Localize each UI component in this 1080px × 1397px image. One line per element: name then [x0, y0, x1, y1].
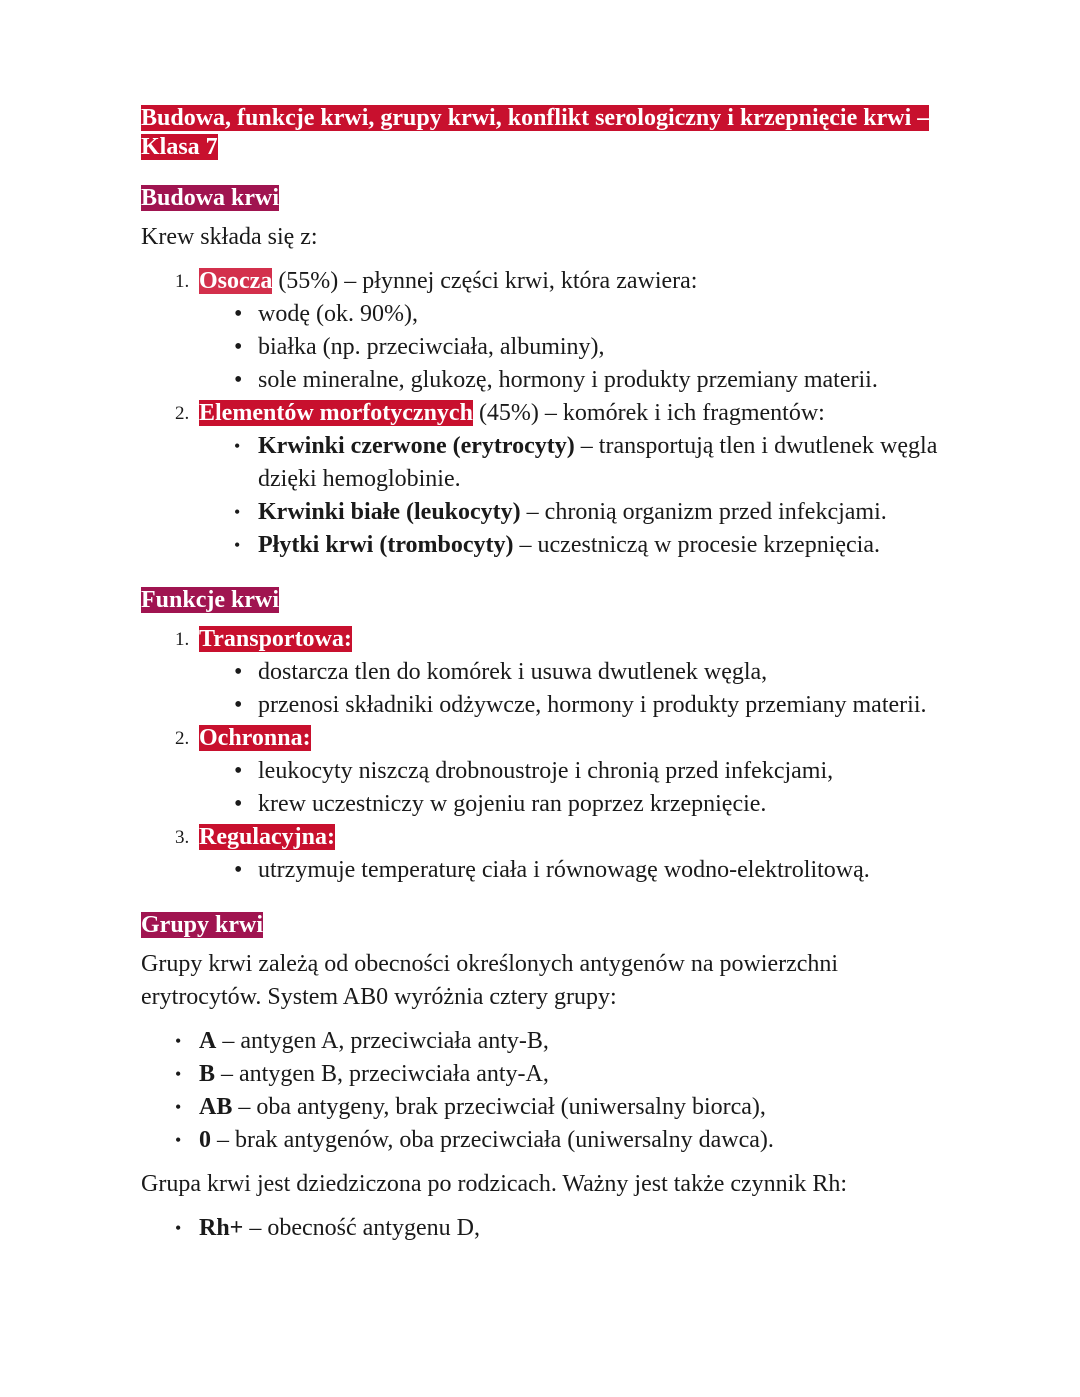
- rh-intro: Grupa krwi jest dziedziczona po rodzicach. Ważny jest także czynnik Rh:: [141, 1171, 848, 1197]
- list-item: • B – antygen B, przeciwciała anty-A,: [175, 1061, 549, 1087]
- list-item: 1. Transportowa: • dostarcza tlen do komórek i usuwa dwutlenek węgla, • przenosi składniki odżywcze, hormony i produkty przemiany materii.: [141, 623, 941, 722]
- list-item: 1. Osocza (55%) – płynnej części krwi, która zawiera: • wodę (ok. 90%), • białka (np. przeciwciała, albuminy), • sole mineralne, glukozę, hormony i produkty przemiany materii.: [141, 265, 941, 397]
- list-item: 3. Regulacyjna: • utrzymuje temperaturę ciała i równowagę wodno-elektrolitową.: [141, 821, 941, 887]
- list-item: • wodę (ok. 90%),: [234, 301, 418, 327]
- list-item: 2. Elementów morfotycznych (45%) – komórek i ich fragmentów: • Krwinki czerwone (erytrocyty) – transportują tlen i dwutlenek węgla dzięki hemoglobinie. • Krwinki białe (leukocyty) – chronią organizm przed infekcjami. • Płytki krwi (trombocyty) – uczestniczą w procesie krzepnięcia.: [141, 397, 941, 562]
- ochronna-bullets: [199, 755, 941, 821]
- list-item: • Krwinki białe (leukocyty) – chronią organizm przed infekcjami.: [234, 499, 887, 525]
- budowa-list: [141, 265, 941, 562]
- term-transportowa: Transportowa:: [199, 626, 352, 652]
- list-item: • 0 – brak antygenów, oba przeciwciała (uniwersalny dawca).: [175, 1127, 774, 1153]
- funkcje-list: [141, 623, 941, 887]
- term-regulacyjna: Regulacyjna:: [199, 824, 335, 850]
- grupy-intro: Grupy krwi zależą od obecności określonych antygenów na powierzchni erytrocytów. System AB0 wyróżnia cztery grupy:: [141, 951, 839, 1010]
- regulacyjna-bullets: [199, 854, 941, 887]
- list-item: • przenosi składniki odżywcze, hormony i produkty przemiany materii.: [234, 692, 927, 718]
- list-item: 2. Ochronna: • leukocyty niszczą drobnoustroje i chronią przed infekcjami, • krew uczestniczy w gojeniu ran poprzez krzepnięcie.: [141, 722, 941, 821]
- list-item: • Krwinki czerwone (erytrocyty) – transportują tlen i dwutlenek węgla dzięki hemoglobinie.: [234, 433, 938, 492]
- list-item: • dostarcza tlen do komórek i usuwa dwutlenek węgla,: [234, 659, 768, 685]
- list-item: • białka (np. przeciwciała, albuminy),: [234, 334, 605, 360]
- rh-list: [141, 1212, 941, 1245]
- list-item: • Płytki krwi (trombocyty) – uczestniczą w procesie krzepnięcia.: [234, 532, 880, 558]
- heading-budowa: Budowa krwi: [141, 185, 280, 211]
- list-item: • krew uczestniczy w gojeniu ran poprzez krzepnięcie.: [234, 791, 767, 817]
- list-item: • leukocyty niszczą drobnoustroje i chronią przed infekcjami,: [234, 758, 834, 784]
- list-item: • A – antygen A, przeciwciała anty-B,: [175, 1028, 549, 1054]
- grupy-list: [141, 1025, 941, 1157]
- list-item: • Rh+ – obecność antygenu D,: [175, 1215, 480, 1241]
- term-ochronna: Ochronna:: [199, 725, 311, 751]
- heading-grupy: Grupy krwi: [141, 912, 264, 938]
- page-title: Budowa, funkcje krwi, grupy krwi, konflikt serologiczny i krzepnięcie krwi – Klasa 7: [141, 105, 930, 160]
- transportowa-bullets: [199, 656, 941, 722]
- heading-funkcje: Funkcje krwi: [141, 587, 279, 613]
- list-item: • AB – oba antygeny, brak przeciwciał (uniwersalny biorca),: [175, 1094, 766, 1120]
- term-elementy: Elementów morfotycznych: [199, 400, 473, 426]
- list-item: • utrzymuje temperaturę ciała i równowagę wodno-elektrolitową.: [234, 857, 870, 883]
- elementy-bullets: [199, 430, 941, 562]
- document-content: [141, 104, 941, 1245]
- budowa-intro: Krew składa się z:: [141, 224, 318, 250]
- term-osocza: Osocza: [199, 268, 273, 294]
- osocza-bullets: [199, 298, 941, 397]
- list-item: • sole mineralne, glukozę, hormony i produkty przemiany materii.: [234, 367, 878, 393]
